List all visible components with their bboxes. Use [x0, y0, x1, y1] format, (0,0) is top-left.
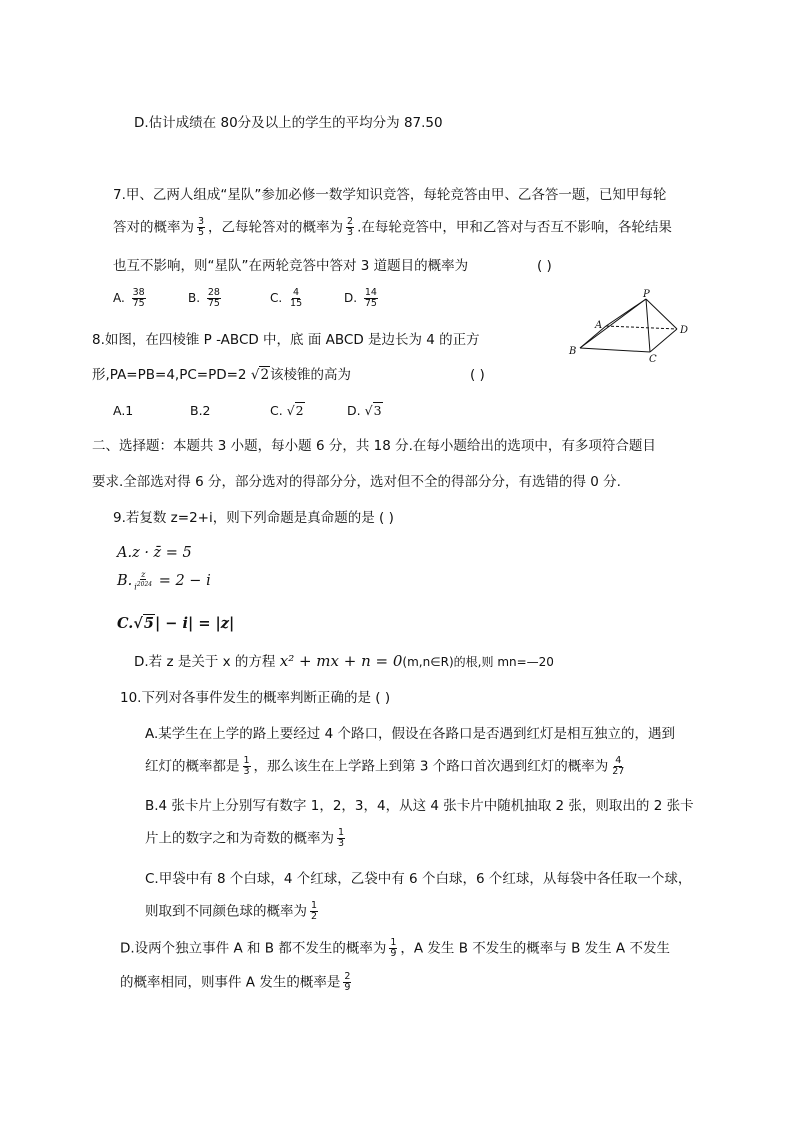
denominator: 75 [207, 298, 220, 309]
sqrt: √3 [364, 403, 382, 418]
q10-option-b-line-2 [145, 828, 348, 849]
q9-option-d [134, 651, 554, 672]
q8-option-a: A.1 [113, 403, 134, 418]
denominator: 9 [390, 948, 397, 959]
q8-option-c [270, 401, 305, 421]
q9-option-a: A.z · z̄ = 5 [117, 545, 192, 561]
edge-cd [650, 329, 677, 352]
numerator: 1 [243, 755, 250, 766]
q8-text: 形,PA=PB=4,PC=PD=2 [92, 367, 247, 383]
fraction [132, 288, 146, 309]
numerator: 14 [364, 287, 377, 298]
fraction [343, 972, 351, 993]
numerator: 4 [293, 287, 300, 298]
denominator: 5 [198, 227, 205, 238]
q8-answer-paren: ( ) [470, 367, 485, 383]
q10-text: 的概率相同，则事件 A 发生的概率是 [120, 974, 341, 991]
numerator: 38 [132, 287, 145, 298]
numerator: 3 [198, 216, 205, 227]
denominator: 2 [311, 911, 318, 922]
equation: x² + mx + n = 0 [279, 652, 403, 670]
fraction [310, 901, 318, 922]
fraction [611, 756, 625, 777]
q7-option-c [270, 288, 306, 309]
q7-text: 答对的概率为 [113, 219, 194, 236]
q10-option-a-line-2 [145, 756, 628, 777]
edge-pb [580, 299, 646, 348]
q7-text: .在每轮竞答中，甲和乙答对与否互不影响，各轮结果 [357, 219, 672, 236]
edge-pd [646, 299, 677, 329]
fraction [337, 828, 345, 849]
q10-text: ，那么该生在上学路上到第 3 个路口首次遇到红灯的概率为 [253, 758, 609, 775]
denominator: 3 [338, 838, 345, 849]
option-letter: C. [270, 403, 283, 418]
fraction [364, 288, 378, 309]
fraction [207, 288, 221, 309]
denominator: 75 [132, 298, 145, 309]
label-c: C [649, 354, 657, 364]
fraction [346, 217, 354, 238]
edge-pc [646, 299, 650, 352]
q6-option-d: D.估计成绩在 80分及以上的学生的平均分为 87.50 [134, 115, 443, 131]
exponent: 2024 [136, 581, 153, 588]
base: i [134, 582, 137, 592]
q7-option-a [113, 288, 149, 309]
q10-option-d-line-2 [120, 972, 354, 993]
numerator: 4 [615, 755, 622, 766]
fraction [289, 288, 303, 309]
radicand: 2 [295, 403, 304, 418]
option-letter: A. [113, 291, 125, 305]
q10-option-c-line-2 [145, 901, 321, 922]
q10-text: D.设两个独立事件 A 和 B 都不发生的概率为 [120, 940, 387, 957]
edge-pa [606, 299, 646, 326]
fraction [197, 217, 205, 238]
option-letter: C. [270, 291, 283, 305]
q7-option-b [188, 288, 224, 309]
numerator: 2 [347, 216, 354, 227]
q7-option-d [344, 288, 381, 309]
q10-option-d-line-1 [120, 938, 670, 959]
q8-line-1: 8.如图，在四棱锥 P -ABCD 中，底 面 ABCD 是边长为 4 的正方 [92, 332, 480, 348]
q10-option-a-line-1: A.某学生在上学的路上要经过 4 个路口，假设在各路口是否遇到红灯是相互独立的，遇到 [145, 726, 675, 742]
radicand: 3 [373, 403, 382, 418]
sqrt: √2 [286, 403, 304, 418]
fraction [243, 756, 251, 777]
q8-text: 该棱锥的高为 [270, 367, 352, 383]
label-d: D [680, 325, 689, 336]
sqrt: √5 [133, 615, 154, 632]
numerator: 2 [344, 971, 351, 982]
q9-option-b [117, 570, 211, 592]
q9-text: (m,n∈R)的根,则 mn=—20 [402, 655, 554, 669]
denominator: 3 [243, 766, 250, 777]
q7-answer-paren: ( ) [537, 258, 552, 274]
q9-text: D.若 z 是关于 x 的方程 [134, 654, 276, 670]
q10-text: 则取到不同颜色球的概率为 [145, 903, 307, 920]
q9-stem: 9.若复数 z=2+i，则下列命题是真命题的是 ( ) [113, 510, 394, 526]
option-letter: D. [344, 291, 358, 305]
label-b: B [569, 346, 577, 357]
denominator: 75 [364, 298, 377, 309]
pyramid-figure [560, 288, 700, 364]
option-letter: D. [347, 403, 361, 418]
section2-line-1: 二、选择题：本题共 3 小题，每小题 6 分，共 18 分.在每小题给出的选项中，有多项符合题目 [92, 438, 656, 454]
denominator: 15 [290, 298, 303, 309]
q8-option-d [347, 401, 383, 421]
q10-option-c-line-1: C.甲袋中有 8 个白球，4 个红球，乙袋中有 6 个白球，6 个红球，从每袋中各任取一个球， [145, 871, 692, 887]
denominator [133, 580, 153, 592]
q9-text: | − i| = |z| [154, 615, 235, 632]
fraction [389, 938, 397, 959]
fraction [133, 570, 153, 592]
q9-text: = 2 − i [154, 572, 211, 589]
label-p: P [643, 289, 650, 300]
q7-line-2 [113, 217, 672, 238]
option-letter: C. [117, 615, 134, 632]
q10-text: ，A 发生 B 不发生的概率与 B 发生 A 不发生 [400, 940, 670, 957]
q7-line-3: 也互不影响，则“星队”在两轮竞答中答对 3 道题目的概率为 [113, 258, 469, 274]
option-letter: B. [188, 291, 201, 305]
radicand: 5 [143, 615, 154, 632]
edge-ad-hidden [606, 326, 677, 329]
label-a: A [595, 320, 603, 331]
q8-option-b: B.2 [190, 403, 211, 418]
edge-bc [580, 348, 650, 352]
sqrt: √2 [250, 367, 270, 383]
q10-stem: 10.下列对各事件发生的概率判断正确的是 ( ) [120, 690, 391, 706]
numerator: 1 [390, 937, 397, 948]
numerator: 1 [338, 827, 345, 838]
option-letter: B. [117, 572, 133, 589]
q10-text: 红灯的概率都是 [145, 758, 240, 775]
q10-option-b-line-1: B.4 张卡片上分别写有数字 1，2，3，4，从这 4 张卡片中随机抽取 2 张，则取出的 2 张卡 [145, 798, 694, 814]
q7-line-1: 7.甲、乙两人组成“星队”参加必修一数学知识竞答，每轮竞答由甲、乙各答一题，已知甲每轮 [113, 187, 667, 203]
radicand: 2 [260, 367, 270, 383]
numerator: 28 [207, 287, 220, 298]
denominator: 27 [612, 766, 625, 777]
numerator: 1 [311, 900, 318, 911]
denominator: 9 [344, 982, 351, 993]
q9-option-c [117, 614, 234, 634]
q8-line-2 [92, 365, 351, 385]
section2-line-2: 要求.全部选对得 6 分，部分选对的得部分分，选对但不全的得部分分，有选错的得 0 分. [92, 474, 621, 490]
q10-text: 片上的数字之和为奇数的概率为 [145, 830, 334, 847]
q7-text: ，乙每轮答对的概率为 [208, 219, 344, 236]
denominator: 3 [347, 227, 354, 238]
numerator: z [141, 570, 146, 579]
